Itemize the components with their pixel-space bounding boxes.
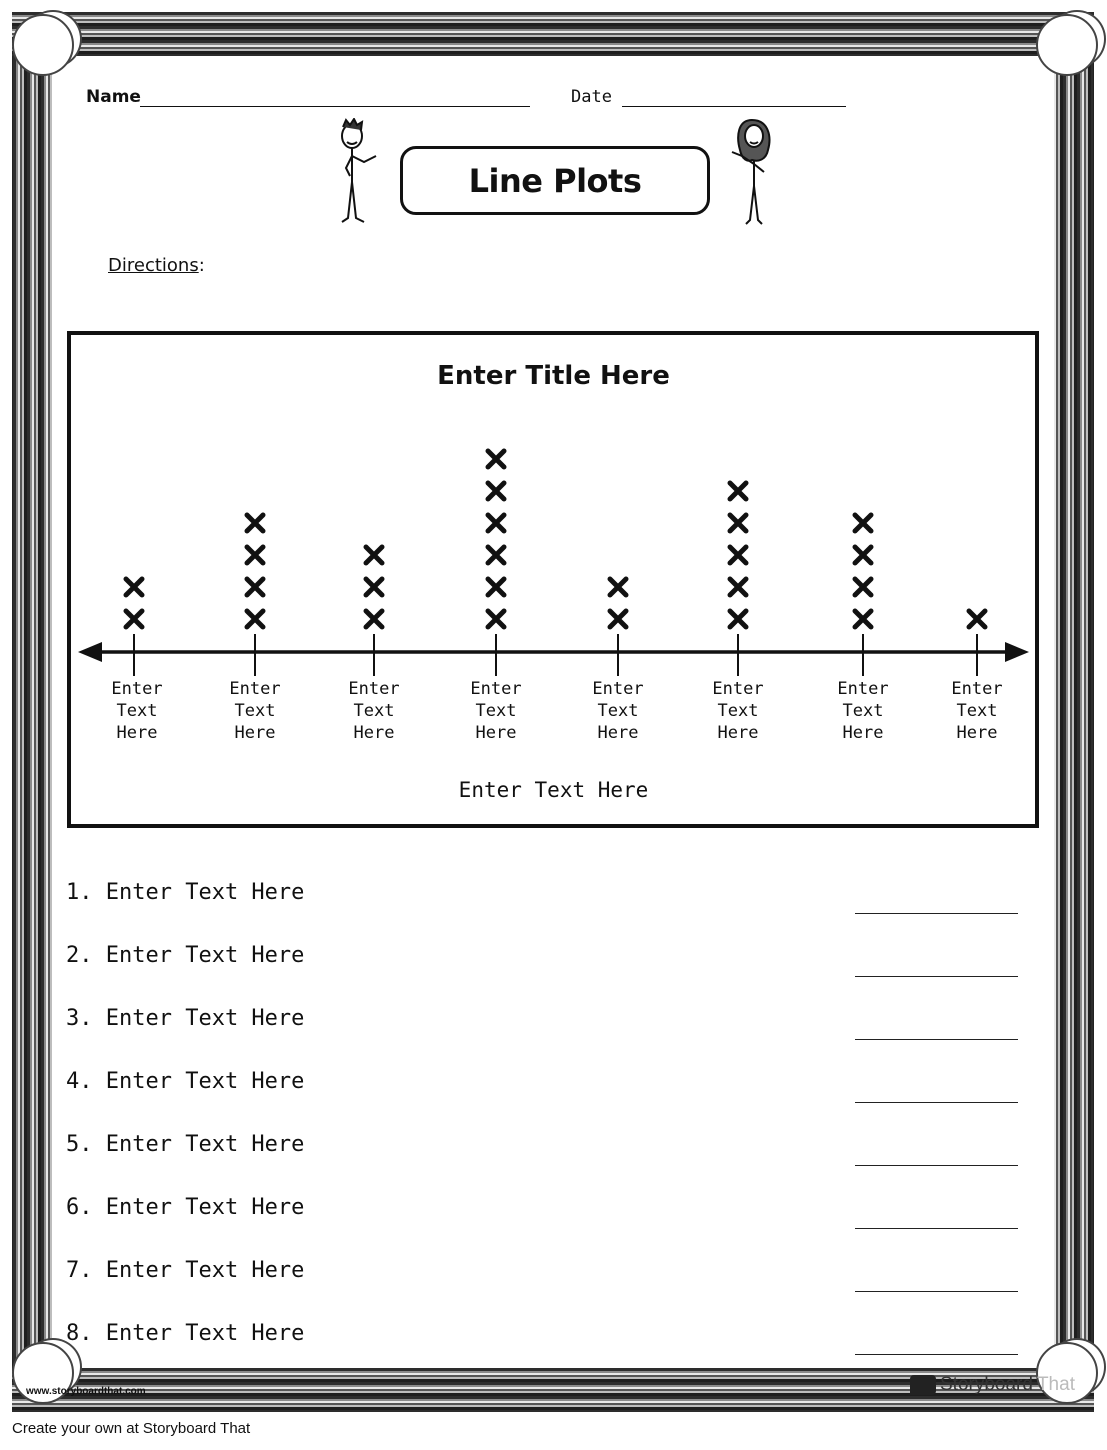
- tick-label-line: Here: [956, 723, 998, 743]
- tick-label: [446, 678, 546, 744]
- answer-line[interactable]: [855, 1228, 1018, 1229]
- tick-label-line: Enter: [712, 679, 764, 699]
- tick-label: [688, 678, 788, 744]
- tick-label-line: Text: [842, 701, 884, 721]
- tick-label-line: Text: [597, 701, 639, 721]
- x-mark: [366, 579, 382, 595]
- x-mark: [730, 547, 746, 563]
- tick-label-line: Text: [234, 701, 276, 721]
- x-mark: [488, 579, 504, 595]
- chart-x-axis-label: Enter Text Here: [458, 778, 649, 802]
- date-label: Date: [571, 87, 612, 107]
- x-mark: [247, 579, 263, 595]
- x-mark: [969, 611, 985, 627]
- x-mark: [488, 483, 504, 499]
- question-text: 3. Enter Text Here: [66, 1006, 305, 1031]
- x-mark: [855, 611, 871, 627]
- answer-line[interactable]: [855, 1039, 1018, 1040]
- x-mark: [247, 547, 263, 563]
- question-text: 6. Enter Text Here: [66, 1195, 305, 1220]
- x-mark: [488, 451, 504, 467]
- tick-label-line: Enter: [470, 679, 522, 699]
- x-mark: [126, 579, 142, 595]
- chart-title: Enter Title Here: [437, 361, 670, 391]
- tick-label-line: Here: [234, 723, 276, 743]
- arrow-left-icon: [78, 642, 102, 662]
- x-mark: [855, 579, 871, 595]
- logo-text-dark: Storyboard: [940, 1374, 1033, 1395]
- answer-line[interactable]: [855, 1102, 1018, 1103]
- question-text: 5. Enter Text Here: [66, 1132, 305, 1157]
- x-mark: [488, 547, 504, 563]
- page-title: Line Plots: [400, 146, 710, 215]
- tick-label-line: Text: [956, 701, 998, 721]
- tick-label-line: Enter: [229, 679, 281, 699]
- question-text: 7. Enter Text Here: [66, 1258, 305, 1283]
- x-mark: [730, 483, 746, 499]
- arrow-right-icon: [1005, 642, 1029, 662]
- tick-label-line: Here: [717, 723, 759, 743]
- tick-label-line: Text: [116, 701, 158, 721]
- tick-label-line: Enter: [592, 679, 644, 699]
- storyboardthat-logo: [910, 1374, 1075, 1396]
- question-text: 2. Enter Text Here: [66, 943, 305, 968]
- x-mark: [126, 611, 142, 627]
- tick-label-line: Text: [475, 701, 517, 721]
- question-text: 8. Enter Text Here: [66, 1321, 305, 1346]
- tick-label-line: Here: [475, 723, 517, 743]
- speech-bubble-icon: [910, 1375, 936, 1395]
- directions-text: Directions: [108, 255, 199, 276]
- answer-line[interactable]: [855, 1354, 1018, 1355]
- x-mark: [855, 515, 871, 531]
- answer-line[interactable]: [855, 1165, 1018, 1166]
- answer-line[interactable]: [855, 1291, 1018, 1292]
- tick-label-line: Text: [353, 701, 395, 721]
- x-mark: [247, 515, 263, 531]
- tick-label: [813, 678, 913, 744]
- x-mark: [366, 547, 382, 563]
- x-mark: [730, 611, 746, 627]
- tick-label-line: Here: [842, 723, 884, 743]
- question-text: 4. Enter Text Here: [66, 1069, 305, 1094]
- tick-label: [927, 678, 1027, 744]
- name-label: Name: [86, 87, 141, 107]
- question-text: 1. Enter Text Here: [66, 880, 305, 905]
- x-mark: [366, 611, 382, 627]
- tick-label: [205, 678, 305, 744]
- directions-colon: :: [198, 255, 205, 276]
- tick-label-line: Here: [597, 723, 639, 743]
- tick-label-line: Text: [717, 701, 759, 721]
- x-mark: [610, 579, 626, 595]
- x-mark: [247, 611, 263, 627]
- tick-label: [324, 678, 424, 744]
- answer-line[interactable]: [855, 913, 1018, 914]
- tick-label: [87, 678, 187, 744]
- x-mark: [730, 515, 746, 531]
- tick-label-line: Here: [353, 723, 395, 743]
- tick-label: [568, 678, 668, 744]
- logo-text-light: That: [1036, 1374, 1075, 1395]
- x-mark: [730, 579, 746, 595]
- x-mark: [488, 515, 504, 531]
- x-mark: [610, 611, 626, 627]
- x-mark: [855, 547, 871, 563]
- footer-credit[interactable]: Create your own at Storyboard That: [12, 1420, 251, 1437]
- tick-label-line: Enter: [837, 679, 889, 699]
- tick-label-line: Enter: [348, 679, 400, 699]
- tick-label-line: Enter: [951, 679, 1003, 699]
- tick-label-line: Here: [116, 723, 158, 743]
- tick-label-line: Enter: [111, 679, 163, 699]
- answer-line[interactable]: [855, 976, 1018, 977]
- watermark-url: www.storyboardthat.com: [26, 1386, 146, 1397]
- x-mark: [488, 611, 504, 627]
